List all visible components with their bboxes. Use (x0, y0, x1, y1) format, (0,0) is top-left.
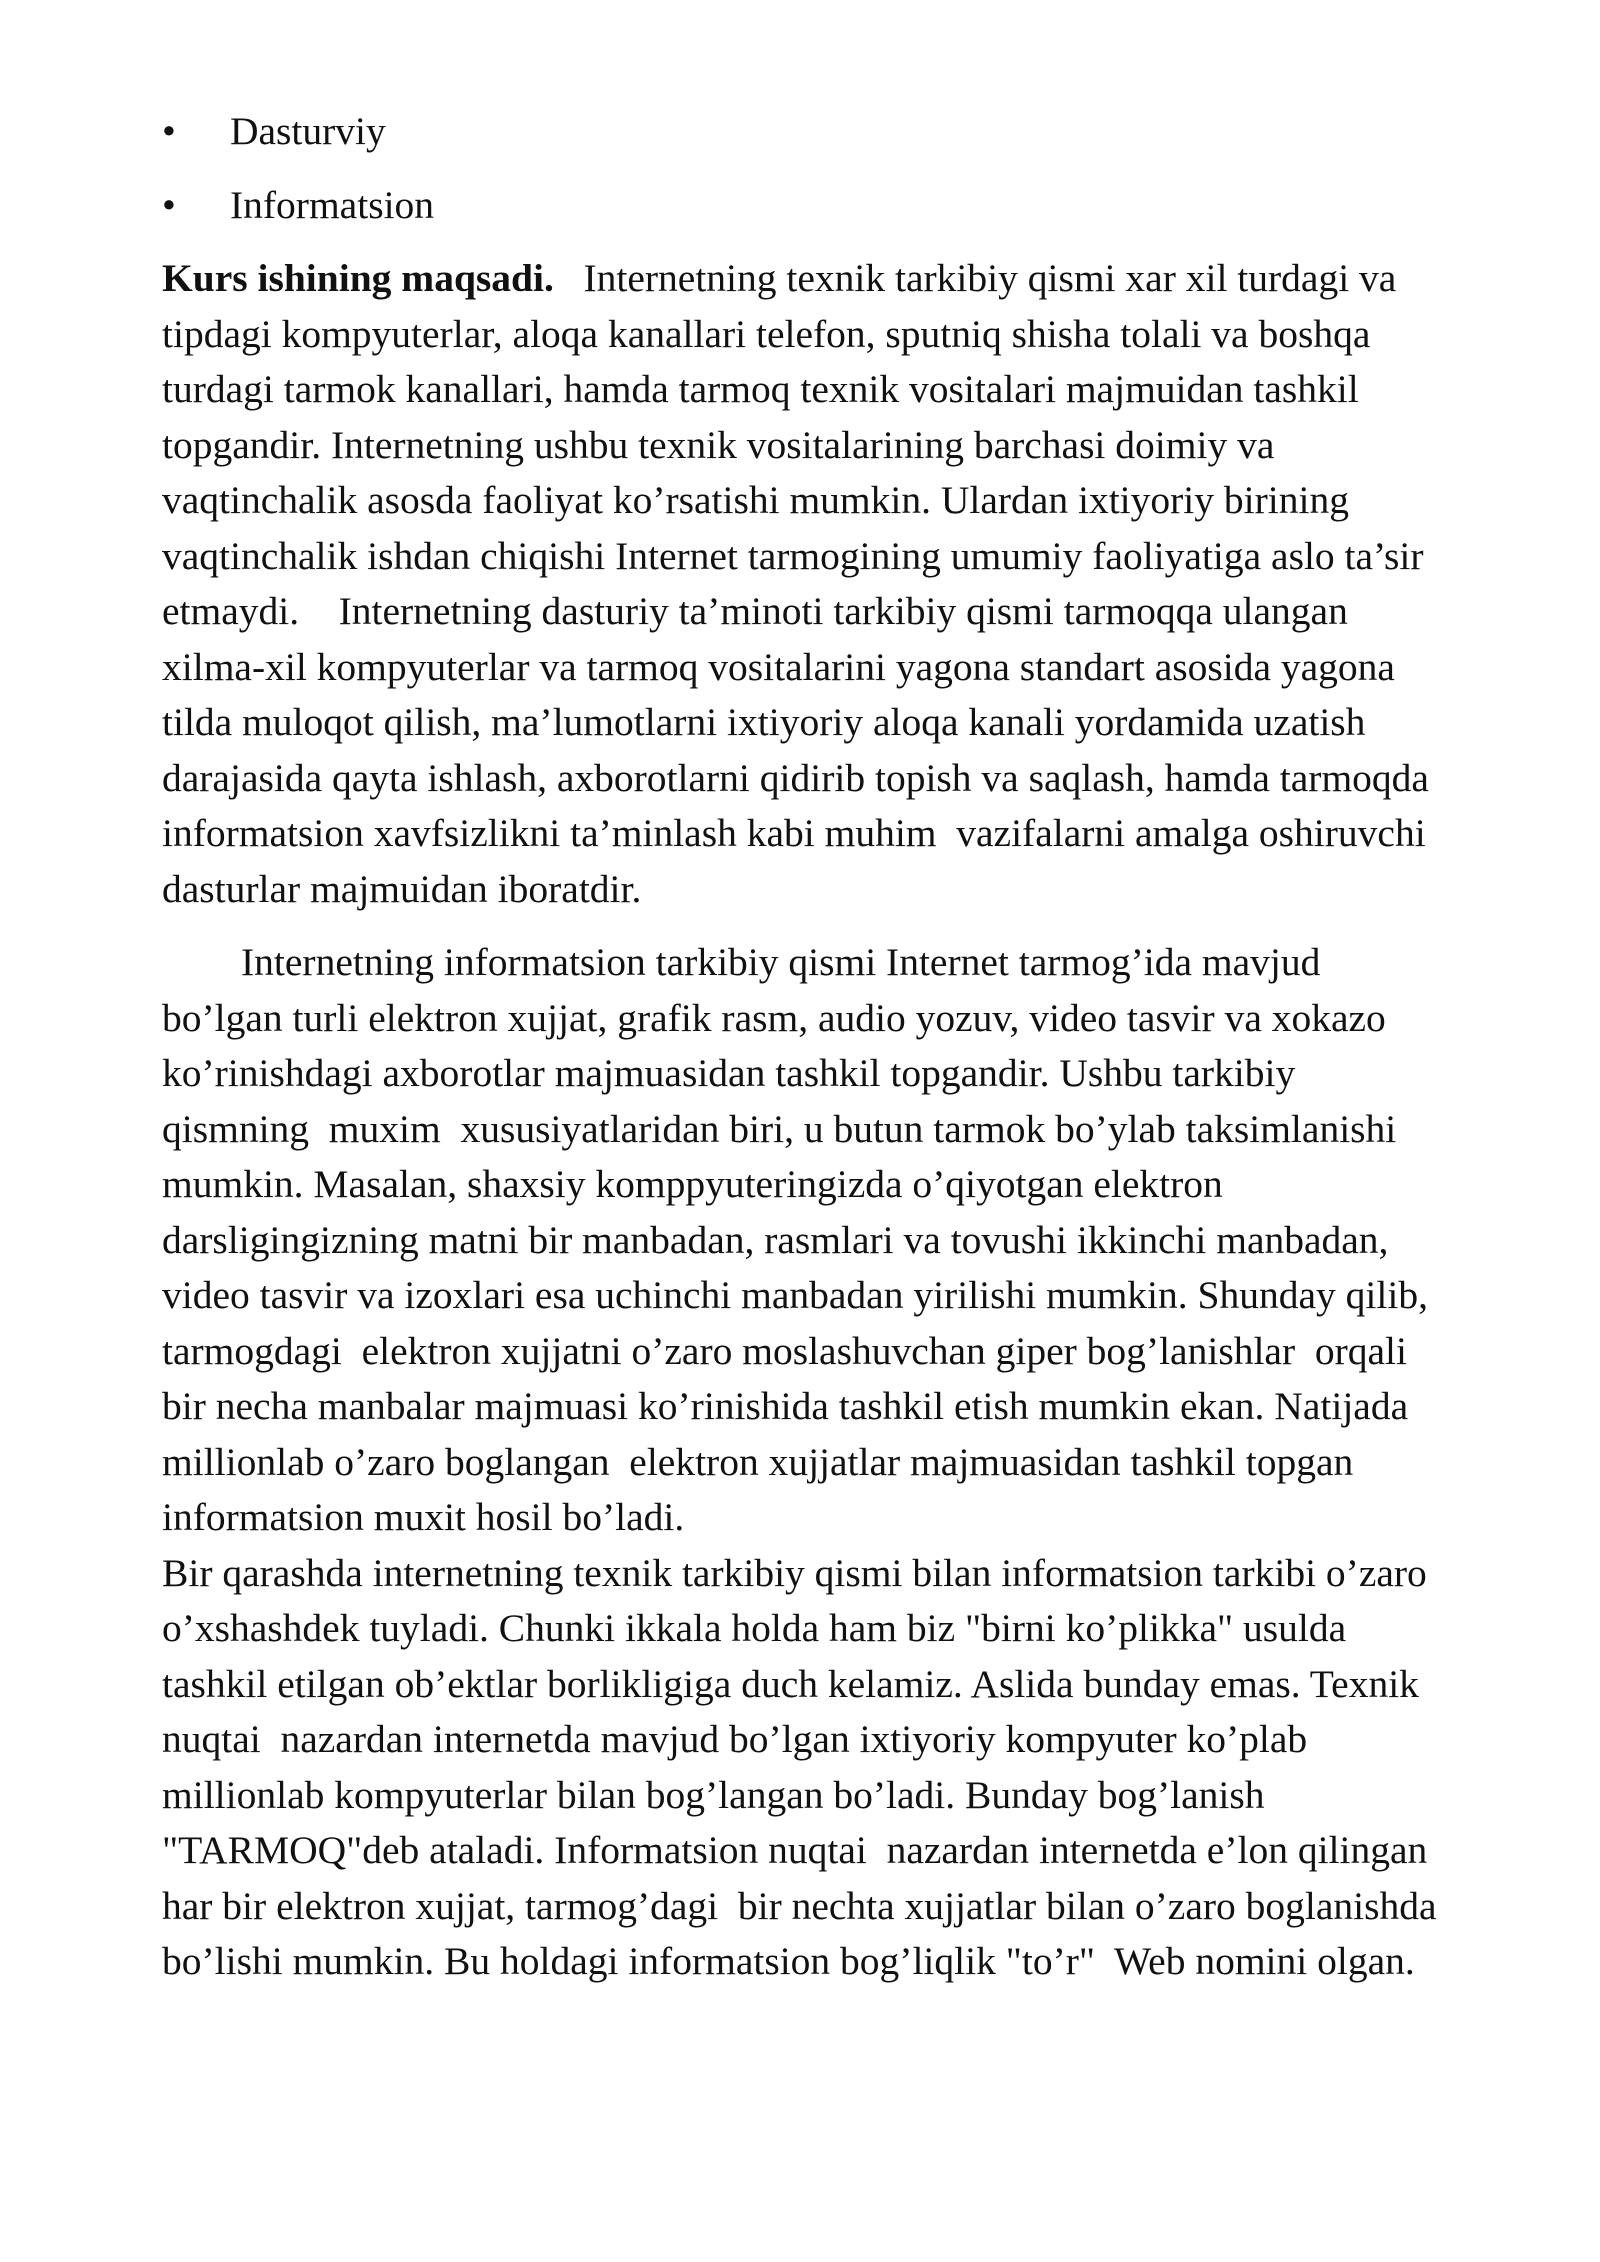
paragraph-informatsion-qism (162, 935, 1522, 1990)
paragraph-line: video tasvir va izoxlari esa uchinchi manbadan yirilishi mumkin. Shunday qilib, (162, 1273, 1428, 1317)
bullet-icon: • (162, 109, 176, 153)
paragraph-line: "TARMOQ"deb ataladi. Informatsion nuqtai nazardan internetda e’lon qilingan (162, 1828, 1428, 1872)
paragraph-line: topgandir. Internetning ushbu texnik vositalarining barchasi doimiy va (162, 422, 1275, 467)
paragraph-line: vaqtinchalik ishdan chiqishi Internet tarmogining umumiy faoliyatiga aslo ta’sir (162, 533, 1424, 578)
paragraph-line: dasturlar majmuidan iboratdir. (162, 866, 642, 911)
paragraph-line: tipdagi kompyuterlar, aloqa kanallari telefon, sputniq shisha tolali va boshqa (162, 311, 1371, 356)
paragraph-line: xilma-xil kompyuterlar va tarmoq vositalarini yagona standart asosida yagona (162, 644, 1395, 689)
paragraph-line: etmaydi. Internetning dasturiy ta’minoti tarkibiy qismi tarmoqqa ulangan (162, 589, 1348, 633)
paragraph-line: tilda muloqot qilish, ma’lumotlarni ixtiyoriy aloqa kanali yordamida uzatish (162, 700, 1366, 744)
paragraph-kurs-maqsadi (162, 251, 1522, 917)
paragraph-line: har bir elektron xujjat, tarmog’dagi bir nechta xujjatlar bilan o’zaro boglanishda (162, 1883, 1437, 1928)
paragraph-line: Bir qarashda internetning texnik tarkibiy qismi bilan informatsion tarkibi o’zaro (162, 1550, 1427, 1595)
paragraph-line: millionlab o’zaro boglangan elektron xujjatlar majmuasidan tashkil topgan (162, 1439, 1354, 1484)
paragraph-line (162, 251, 1522, 307)
paragraph-line: bir necha manbalar majmuasi ko’rinishida tashkil etish mumkin ekan. Natijada (162, 1384, 1409, 1428)
section-heading: Kurs ishining maqsadi. (162, 256, 554, 300)
paragraph-line: Internetning informatsion tarkibiy qismi Internet tarmog’ida mavjud (162, 940, 1321, 984)
bullet-label: Informatsion (230, 182, 435, 227)
paragraph-line: mumkin. Masalan, shaxsiy komppyuteringizda o’qiyotgan elektron (162, 1162, 1223, 1206)
paragraph-line: o’xshashdek tuyladi. Chunki ikkala holda ham biz "birni ko’plikka" usulda (162, 1606, 1347, 1650)
paragraph-spacer (162, 917, 1522, 935)
paragraph-line: nuqtai nazardan internetda mavjud bo’lgan ixtiyoriy kompyuter ko’plab (162, 1717, 1308, 1761)
paragraph-line: tarmogdagi elektron xujjatni o’zaro moslashuvchan giper bog’lanishlar orqali (162, 1328, 1407, 1373)
paragraph-line: informatsion xavfsizlikni ta’minlash kabi muhim vazifalarni amalga oshiruvchi (162, 811, 1426, 855)
bullet-item-dasturviy (162, 104, 1522, 160)
paragraph-line: bo’lishi mumkin. Bu holdagi informatsion bog’liqlik "to’r" Web nomini olgan. (162, 1939, 1415, 1983)
paragraph-line: ko’rinishdagi axborotlar majmuasidan tashkil topgandir. Ushbu tarkibiy (162, 1051, 1296, 1095)
bullet-icon: • (162, 182, 176, 227)
paragraph-line: vaqtinchalik asosda faoliyat ko’rsatishi mumkin. Ulardan ixtiyoriy birining (162, 478, 1349, 522)
heading-line-rest: Internetning texnik tarkibiy qismi xar xil turdagi va (553, 256, 1397, 300)
paragraph-line: turdagi tarmok kanallari, hamda tarmoq texnik vositalari majmuidan tashkil (162, 367, 1359, 411)
paragraph-line: millionlab kompyuterlar bilan bog’langan bo’ladi. Bunday bog’lanish (162, 1772, 1265, 1817)
paragraph-line: darajasida qayta ishlash, axborotlarni qidirib topish va saqlash, hamda tarmoqda (162, 755, 1429, 800)
paragraph-line: darsligingizning matni bir manbadan, rasmlari va tovushi ikkinchi manbadan, (162, 1217, 1389, 1262)
paragraph-line: bo’lgan turli elektron xujjat, grafik rasm, audio yozuv, video tasvir va xokazo (162, 995, 1386, 1040)
bullet-item-informatsion (162, 178, 1522, 234)
bullet-label: Dasturviy (230, 109, 386, 153)
paragraph-line: tashkil etilgan ob’ektlar borlikligiga duch kelamiz. Aslida bunday emas. Texnik (162, 1661, 1419, 1706)
paragraph-line: qismning muxim xususiyatlaridan biri, u butun tarmok bo’ylab taksimlanishi (162, 1106, 1397, 1151)
document-page (162, 104, 1522, 1990)
paragraph-line: informatsion muxit hosil bo’ladi. (162, 1495, 685, 1539)
